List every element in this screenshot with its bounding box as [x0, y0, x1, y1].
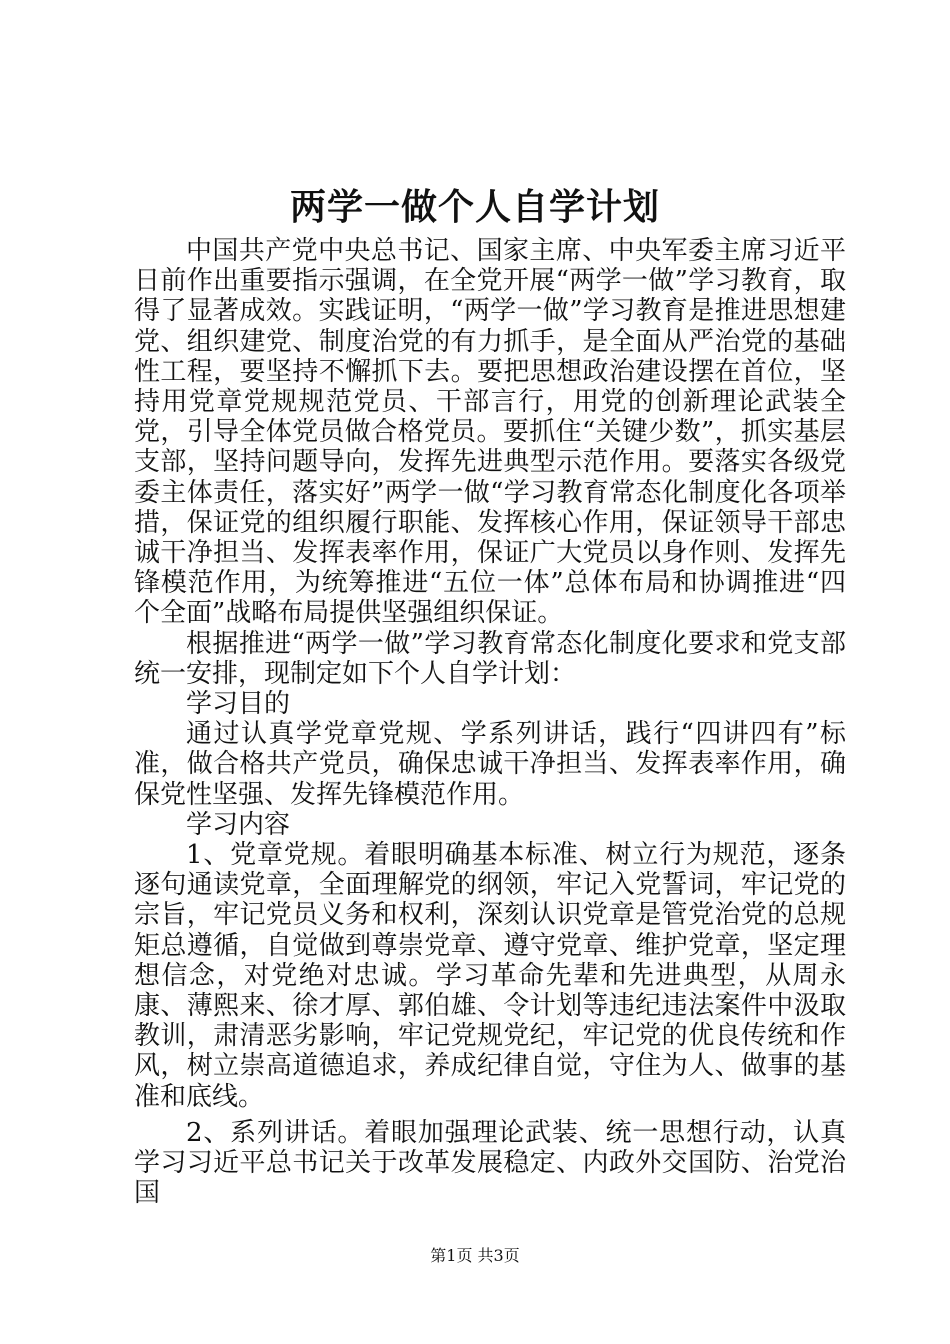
paragraph-series-speeches: 2、系列讲话。着眼加强理论武装、统一思想行动，认真学习习近平总书记关于改革发展稳定、内政外交国防、治党治国 [134, 1117, 846, 1209]
heading-study-content: 学习内容 [186, 809, 291, 840]
heading-study-purpose: 学习目的 [186, 689, 291, 720]
paragraph-party-constitution: 1、党章党规。着眼明确基本标准、树立行为规范，逐条逐句通读党章，全面理解党的纲领，牢记入党誓词，牢记党的宗旨，牢记党员义务和权利，深刻认识党章是管党治党的总规矩总遵循，自觉做到尊崇党章、遵守党章、维护党章，坚定理想信念，对党绝对忠诚。学习革命先辈和先进典型，从周永康、薄熙来、徐才厚、郭伯雄、令计划等违纪违法案件中汲取教训，肃清恶劣影响，牢记党规党纪，牢记党的优良传统和作风，树立崇高道德追求，养成纪律自觉，守住为人、做事的基准和底线。 [134, 840, 846, 1112]
document-body [134, 236, 846, 1209]
paragraph-study-purpose: 通过认真学党章党规、学系列讲话，践行“四讲四有”标准，做合格共产党员，确保忠诚干净担当、发挥表率作用，确保党性坚强、发挥先锋模范作用。 [134, 719, 846, 810]
paragraph-intro: 中国共产党中央总书记、国家主席、中央军委主席习近平日前作出重要指示强调，在全党开展“两学一做”学习教育，取得了显著成效。实践证明，“两学一做”学习教育是推进思想建党、组织建党、制度治党的有力抓手，是全面从严治党的基础性工程，要坚持不懈抓下去。要把思想政治建设摆在首位，坚持用党章党规规范党员、干部言行，用党的创新理论武装全党，引导全体党员做合格党员。要抓住“关键少数”，抓实基层支部，坚持问题导向，发挥先进典型示范作用。要落实各级党委主体责任，落实好”两学一做“学习教育常态化制度化各项举措，保证党的组织履行职能、发挥核心作用，保证领导干部忠诚干净担当、发挥表率作用，保证广大党员以身作则、发挥先锋模范作用，为统筹推进“五位一体”总体布局和协调推进“四个全面”战略布局提供坚强组织保证。 [134, 236, 846, 629]
document-title: 两学一做个人自学计划 [289, 186, 660, 228]
page-indicator: 第1页 共3页 [430, 1246, 520, 1265]
paragraph-plan-basis: 根据推进“两学一做”学习教育常态化制度化要求和党支部统一安排，现制定如下个人自学计划： [134, 628, 846, 689]
